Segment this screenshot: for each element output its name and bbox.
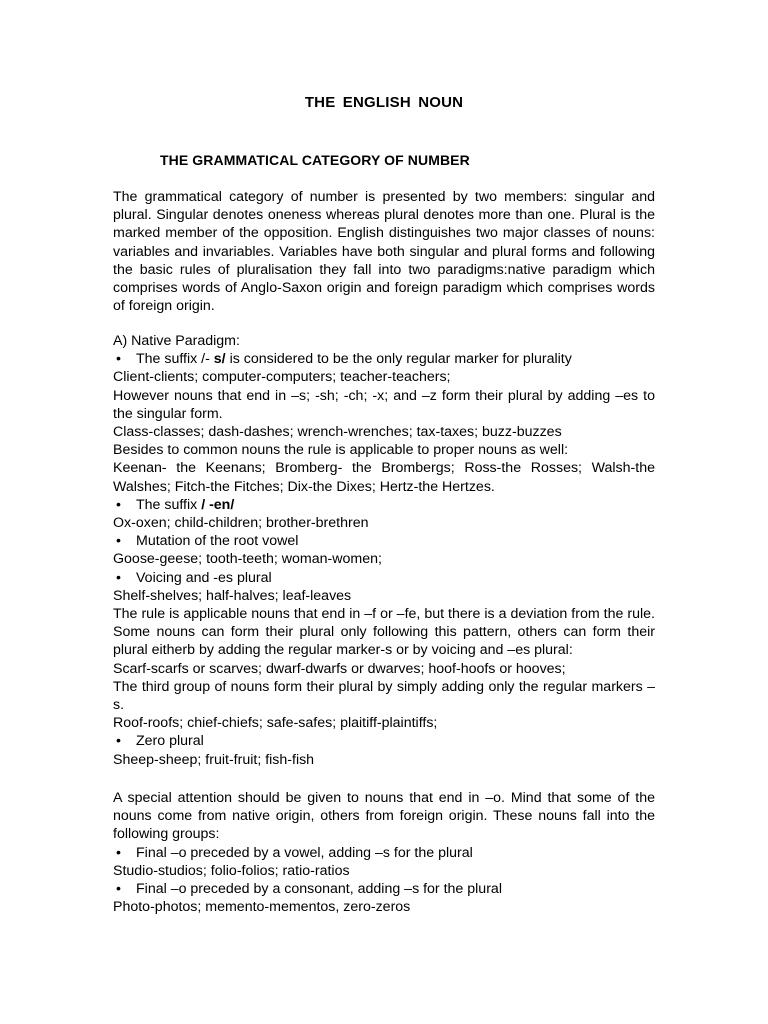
- example-line: Scarf-scarfs or scarves; dwarf-dwarfs or dwarves; hoof-hoofs or hooves;: [113, 660, 566, 677]
- bullet-icon: •: [116, 844, 121, 861]
- paragraph: The rule is applicable nouns that end in –f or –fe, but there is a deviation from the rule. Some nouns can form their plural only following this pattern, others can form their plural eitherb by adding the regular marker-s or by voicing and –es plural:: [113, 606, 655, 659]
- example-line: Ox-oxen; child-children; brother-brethren: [113, 515, 369, 532]
- bullet-icon: •: [116, 881, 121, 898]
- bullet-suffix-en: • The suffix / -en/: [113, 496, 655, 514]
- example-line: Shelf-shelves; half-halves; leaf-leaves: [113, 587, 352, 604]
- bullet-final-o-consonant: • Final –o preceded by a consonant, adding –s for the plural: [113, 880, 655, 898]
- paragraph: Keenan- the Keenans; Bromberg- the Brombergs; Ross-the Rosses; Walsh-the Walshes; Fitch-the Fitches; Dix-the Dixes; Hertz-the Hertzes.: [113, 460, 655, 495]
- example-line: Photo-photos; memento-mementos, zero-zeros: [113, 899, 411, 916]
- bullet-icon: •: [116, 733, 121, 750]
- native-paradigm-heading: A) Native Paradigm:: [113, 333, 240, 349]
- example-line: Studio-studios; folio-folios; ratio-ratios: [113, 862, 350, 879]
- example-line: Goose-geese; tooth-teeth; woman-women;: [113, 551, 382, 568]
- example-line: Sheep-sheep; fruit-fruit; fish-fish: [113, 751, 315, 768]
- example-line: Client-clients; computer-computers; teacher-teachers;: [113, 369, 451, 386]
- bullet-icon: •: [116, 533, 121, 550]
- example-line: Class-classes; dash-dashes; wrench-wrenches; tax-taxes; buzz-buzzes: [113, 424, 562, 441]
- paragraph: However nouns that end in –s; -sh; -ch; -x; and –z form their plural by adding –es to the singular form.: [113, 387, 655, 422]
- bullet-voicing: • Voicing and -es plural: [113, 569, 655, 587]
- intro-paragraph: The grammatical category of number is presented by two members: singular and plural. Singular denotes oneness whereas plural denotes more than one. Plural is the marked member of the opposition. English distinguishes two major classes of nouns: variables and invariables. Variables have both singular and plural forms and following the basic rules of pluralisation they fall into two paradigms:native paradigm which comprises words of Anglo-Saxon origin and foreign paradigm which comprises words of foreign origin.: [113, 189, 655, 315]
- bullet-mutation: • Mutation of the root vowel: [113, 532, 655, 550]
- bullet-final-o-vowel: • Final –o preceded by a vowel, adding –s for the plural: [113, 844, 655, 862]
- final-o-section: [113, 789, 655, 916]
- text-line: Besides to common nouns the rule is applicable to proper nouns as well:: [113, 442, 569, 459]
- native-paradigm-section: [113, 332, 655, 769]
- bullet-icon: •: [116, 496, 121, 513]
- bullet-zero-plural: • Zero plural: [113, 732, 655, 750]
- paragraph: The third group of nouns form their plural by simply adding only the regular markers –s.: [113, 678, 655, 714]
- bullet-icon: •: [116, 569, 121, 586]
- paragraph: A special attention should be given to nouns that end in –o. Mind that some of the nouns come from native origin, others from foreign origin. These nouns fall into the following groups:: [113, 790, 655, 843]
- bullet-icon: •: [116, 351, 121, 368]
- section-heading: THE GRAMMATICAL CATEGORY OF NUMBER: [160, 152, 470, 168]
- page-title: THE ENGLISH NOUN: [304, 94, 464, 111]
- bullet-suffix-s: • The suffix /- s/ is considered to be the only regular marker for plurality: [113, 350, 655, 368]
- example-line: Roof-roofs; chief-chiefs; safe-safes; plaitiff-plaintiffs;: [113, 715, 438, 732]
